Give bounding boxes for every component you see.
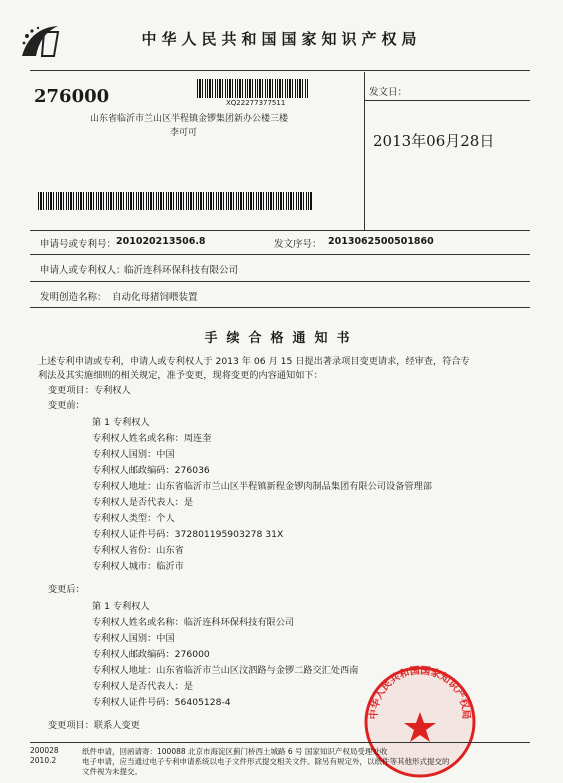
mail-barcode bbox=[197, 79, 309, 98]
info-rule-1 bbox=[30, 230, 530, 231]
doc-no-label: 发文序号： bbox=[274, 239, 322, 250]
before-line: 第 1 专利权人 bbox=[92, 417, 150, 428]
after-label: 变更后： bbox=[48, 584, 85, 595]
footer-code-1: 200028 bbox=[30, 746, 59, 755]
footer-rule bbox=[30, 742, 530, 743]
invention-value: 自动化母猪饲喂装置 bbox=[112, 292, 198, 303]
after-line: 专利权人是否代表人：是 bbox=[92, 681, 194, 692]
after-line: 专利权人邮政编码：276000 bbox=[92, 649, 210, 660]
barcode-text: XQ22277377511 bbox=[226, 99, 286, 107]
info-rule-3 bbox=[30, 281, 530, 282]
after-line: 专利权人姓名或名称：临沂连科环保科技有限公司 bbox=[92, 617, 295, 628]
before-line: 专利权人国别：中国 bbox=[92, 449, 175, 460]
seal-text: 中华人民共和国国家知识产权局 bbox=[368, 665, 472, 720]
info-rule-4 bbox=[30, 307, 530, 308]
applicant-label: 申请人或专利权人： bbox=[40, 265, 126, 276]
before-line: 专利权人邮政编码：276036 bbox=[92, 465, 210, 476]
after-line: 专利权人国别：中国 bbox=[92, 633, 175, 644]
header-rule bbox=[30, 70, 530, 71]
notice-paragraph-line2: 利法及其实施细则的相关规定，准予变更，现将变更的内容通知如下： bbox=[38, 370, 323, 381]
before-line: 专利权人城市：临沂市 bbox=[92, 561, 184, 572]
change-item-1: 变更项目：专利权人 bbox=[48, 385, 131, 396]
before-line: 专利权人证件号码：372801195903278 31X bbox=[92, 529, 284, 540]
invention-label: 发明创造名称： bbox=[40, 292, 107, 303]
dispatch-date-label: 发文日： bbox=[369, 87, 408, 98]
change-item-2: 变更项目：联系人变更 bbox=[48, 720, 140, 731]
date-box-divider bbox=[364, 100, 530, 101]
after-line: 专利权人地址：山东省临沂市兰山区汶泗路与金锣二路交汇处西南 bbox=[92, 665, 359, 676]
footer-code-2: 2010.2 bbox=[30, 756, 57, 765]
info-rule-2 bbox=[30, 254, 530, 255]
doc-no-value: 2013062500501860 bbox=[328, 236, 434, 247]
postal-code: 276000 bbox=[34, 86, 110, 107]
app-no-value: 201020213506.8 bbox=[116, 236, 206, 247]
recipient-name: 李可可 bbox=[170, 128, 198, 138]
header-title: 中华人民共和国国家知识产权局 bbox=[141, 30, 422, 48]
footer-line-1: 纸件申请，回函请寄：100088 北京市海淀区蓟门桥西土城路 6 号 国家知识产权局受理处收 bbox=[82, 747, 388, 756]
before-line: 专利权人姓名或名称：周连奎 bbox=[92, 433, 212, 444]
before-line: 专利权人是否代表人：是 bbox=[92, 497, 194, 508]
after-line: 第 1 专利权人 bbox=[92, 601, 150, 612]
after-line: 专利权人证件号码：56405128-4 bbox=[92, 697, 231, 708]
mailing-address: 山东省临沂市兰山区半程镇金锣集团新办公楼三楼 bbox=[90, 114, 289, 124]
date-box-border bbox=[364, 72, 365, 230]
before-line: 专利权人类型：个人 bbox=[92, 513, 175, 524]
before-label: 变更前： bbox=[48, 400, 85, 411]
before-line: 专利权人省份：山东省 bbox=[92, 545, 184, 556]
postal-barcode bbox=[38, 192, 312, 210]
before-line: 专利权人地址：山东省临沂市兰山区半程镇新程金锣肉制品集团有限公司设备管理部 bbox=[92, 481, 432, 492]
footer-line-3: 文件视为未提交。 bbox=[82, 767, 142, 776]
notice-title: 手续合格通知书 bbox=[204, 331, 359, 346]
footer-line-2: 电子申请，应当通过电子专利申请系统以电子文件形式提交相关文件。除另有规定外，以纸件等其他形式提交的 bbox=[82, 757, 450, 766]
applicant-value: 临沂连科环保科技有限公司 bbox=[124, 265, 239, 276]
app-no-label: 申请号或专利号： bbox=[40, 239, 117, 250]
dispatch-date: 2013年06月28日 bbox=[373, 132, 495, 150]
notice-paragraph-line1: 上述专利申请或专利，申请人或专利权人于 2013 年 06 月 15 日提出著录项目变更请求，经审查，符合专 bbox=[38, 356, 470, 367]
